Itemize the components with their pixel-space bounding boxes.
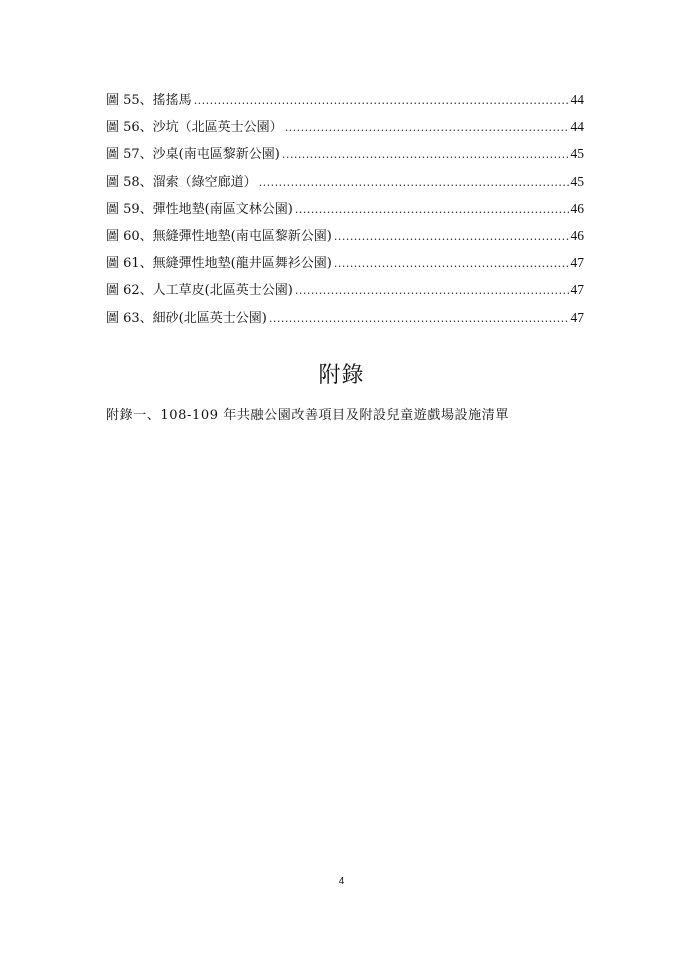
toc-entry-page: 44	[570, 92, 584, 107]
toc-entry-label: 圖 62、人工草皮(北區英士公園)	[106, 283, 293, 299]
toc-entry-label: 圖 57、沙桌(南屯區黎新公園)	[106, 147, 280, 163]
toc-entry[interactable]	[106, 172, 584, 199]
toc-entry[interactable]	[106, 226, 584, 253]
toc-leader-dots	[282, 145, 569, 165]
toc-entry-page: 47	[570, 309, 584, 325]
toc-entry-page: 47	[570, 255, 584, 271]
toc-entry[interactable]	[106, 117, 584, 144]
toc-entry[interactable]	[106, 308, 584, 335]
toc-entry-page: 47	[570, 282, 584, 298]
toc-entry-label: 圖 55、搖搖馬	[106, 93, 192, 108]
toc-entry-label: 圖 56、沙坑（北區英士公園）	[106, 120, 283, 136]
toc-leader-dots	[285, 118, 569, 138]
toc-leader-dots	[334, 227, 569, 247]
toc-entry-label: 圖 60、無縫彈性地墊(南屯區黎新公園)	[106, 228, 332, 244]
toc-entry[interactable]	[106, 199, 584, 226]
toc-entry-label: 圖 61、無縫彈性地墊(龍井區舞衫公園)	[106, 256, 332, 272]
toc-entry-page: 45	[570, 146, 584, 162]
toc-leader-dots	[269, 309, 569, 329]
toc-entry-page: 46	[570, 227, 584, 243]
toc-entry-label: 圖 58、溜索（綠空廊道）	[106, 174, 257, 190]
figure-list	[106, 90, 584, 335]
appendix-heading: 附錄	[318, 363, 365, 388]
toc-entry[interactable]	[106, 90, 584, 117]
toc-entry-page: 44	[570, 119, 584, 135]
toc-entry-label: 圖 63、細砂(北區英士公園)	[106, 310, 267, 326]
page-number: 4	[338, 876, 345, 887]
toc-entry[interactable]	[106, 280, 584, 307]
toc-leader-dots	[295, 200, 569, 220]
toc-entry[interactable]	[106, 253, 584, 280]
toc-leader-dots	[334, 254, 569, 274]
toc-entry-page: 46	[570, 200, 584, 216]
toc-leader-dots	[295, 281, 569, 301]
toc-entry[interactable]	[106, 144, 584, 171]
toc-leader-dots	[259, 173, 569, 193]
toc-leader-dots	[194, 91, 569, 111]
toc-entry-page: 45	[570, 173, 584, 189]
toc-entry-label: 圖 59、彈性地墊(南區文林公園)	[106, 201, 293, 217]
appendix-entry[interactable]: 附錄一、108-109 年共融公園改善項目及附設兒童遊戲場設施清單	[106, 408, 509, 423]
